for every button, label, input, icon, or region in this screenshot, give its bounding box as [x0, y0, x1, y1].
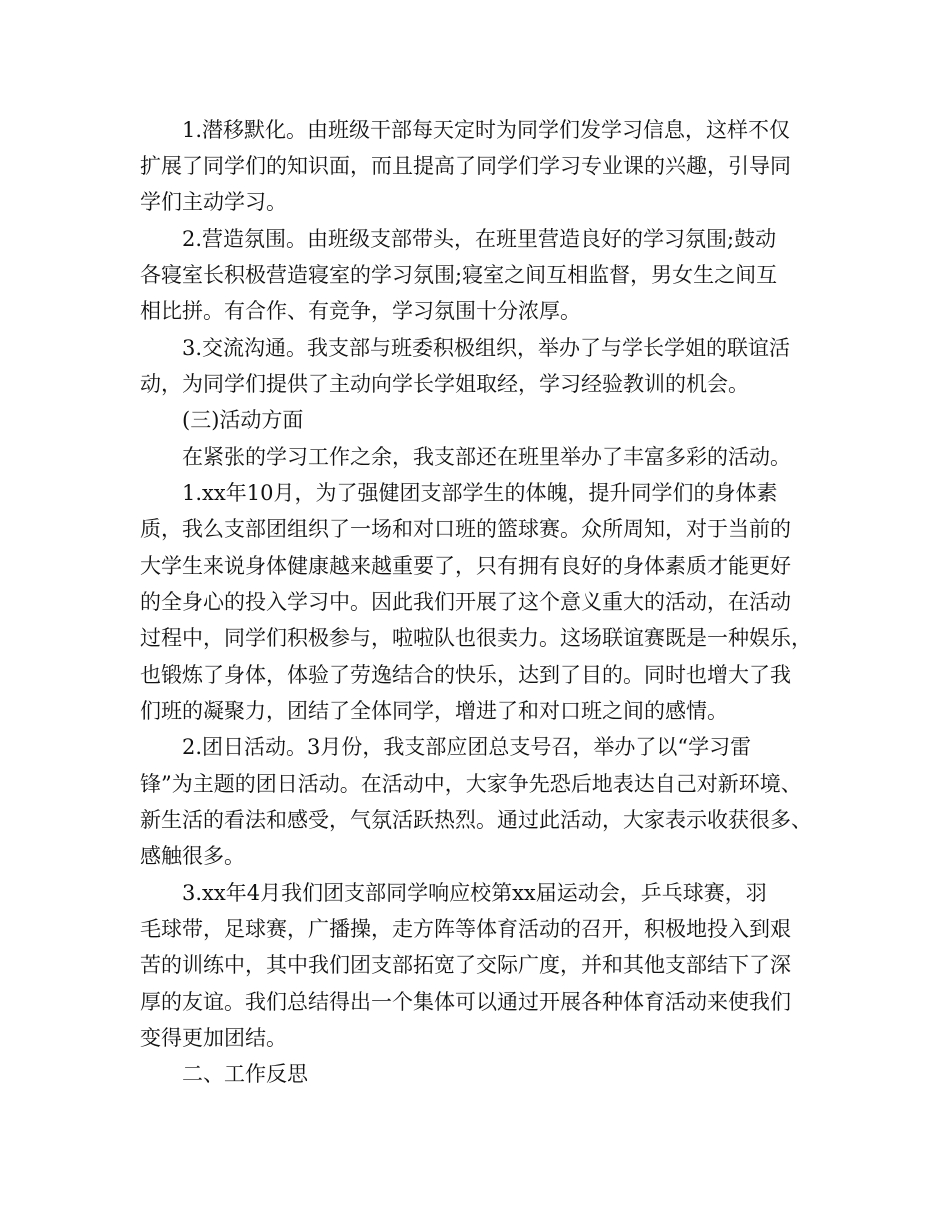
- text-line: 质，我么支部团组织了一场和对口班的篮球赛。众所周知，对于当前的: [140, 517, 791, 541]
- text-line: 大学生来说身体健康越来越重要了，只有拥有良好的身体素质才能更好: [140, 554, 791, 578]
- text-line: 1.潜移默化。由班级干部每天定时为同学们发学习信息，这样不仅: [182, 118, 791, 142]
- text-line: 学们主动学习。: [140, 190, 287, 214]
- text-line: 新生活的看法和感受，气氛活跃热烈。通过此活动，大家表示收获很多、: [140, 808, 812, 832]
- text-line: 厚的友谊。我们总结得出一个集体可以通过开展各种体育活动来使我们: [140, 990, 791, 1014]
- text-line: 2.营造氛围。由班级支部带头，在班里营造良好的学习氛围;鼓动: [182, 227, 777, 251]
- text-line: 动，为同学们提供了主动向学长学姐取经，学习经验教训的机会。: [140, 372, 749, 396]
- text-line: 过程中，同学们积极参与，啦啦队也很卖力。这场联谊赛既是一种娱乐，: [140, 626, 812, 650]
- section-heading: 二、工作反思: [182, 1062, 308, 1086]
- text-line: 在紧张的学习工作之余，我支部还在班里举办了丰富多彩的活动。: [182, 445, 791, 469]
- text-line: 感触很多。: [140, 844, 245, 868]
- text-line: 毛球带，足球赛，广播操，走方阵等体育活动的召开，积极地投入到艰: [140, 917, 791, 941]
- text-line: 1.xx年10月，为了强健团支部学生的体魄，提升同学们的身体素: [182, 481, 778, 505]
- text-line: 3.交流沟通。我支部与班委积极组织，举办了与学长学姐的联谊活: [182, 336, 791, 360]
- text-line: 各寝室长积极营造寝室的学习氛围;寝室之间互相监督，男女生之间互: [140, 263, 778, 287]
- section-heading: (三)活动方面: [182, 408, 304, 432]
- text-line: 变得更加团结。: [140, 1026, 287, 1050]
- text-line: 2.团日活动。3月份，我支部应团总支号召，举办了以“学习雷: [182, 735, 752, 759]
- text-line: 锋”为主题的团日活动。在活动中，大家争先恐后地表达自己对新环境、: [140, 772, 802, 796]
- text-line: 们班的凝聚力，团结了全体同学，增进了和对口班之间的感情。: [140, 699, 728, 723]
- text-line: 的全身心的投入学习中。因此我们开展了这个意义重大的活动，在活动: [140, 590, 791, 614]
- text-line: 也锻炼了身体，体验了劳逸结合的快乐，达到了目的。同时也增大了我: [140, 663, 791, 687]
- text-line: 扩展了同学们的知识面，而且提高了同学们学习专业课的兴趣，引导同: [140, 154, 791, 178]
- text-line: 相比拼。有合作、有竞争，学习氛围十分浓厚。: [140, 299, 581, 323]
- text-line: 3.xx年4月我们团支部同学响应校第xx届运动会，乒乓球赛，羽: [182, 881, 767, 905]
- text-line: 苦的训练中，其中我们团支部拓宽了交际广度，并和其他支部结下了深: [140, 953, 791, 977]
